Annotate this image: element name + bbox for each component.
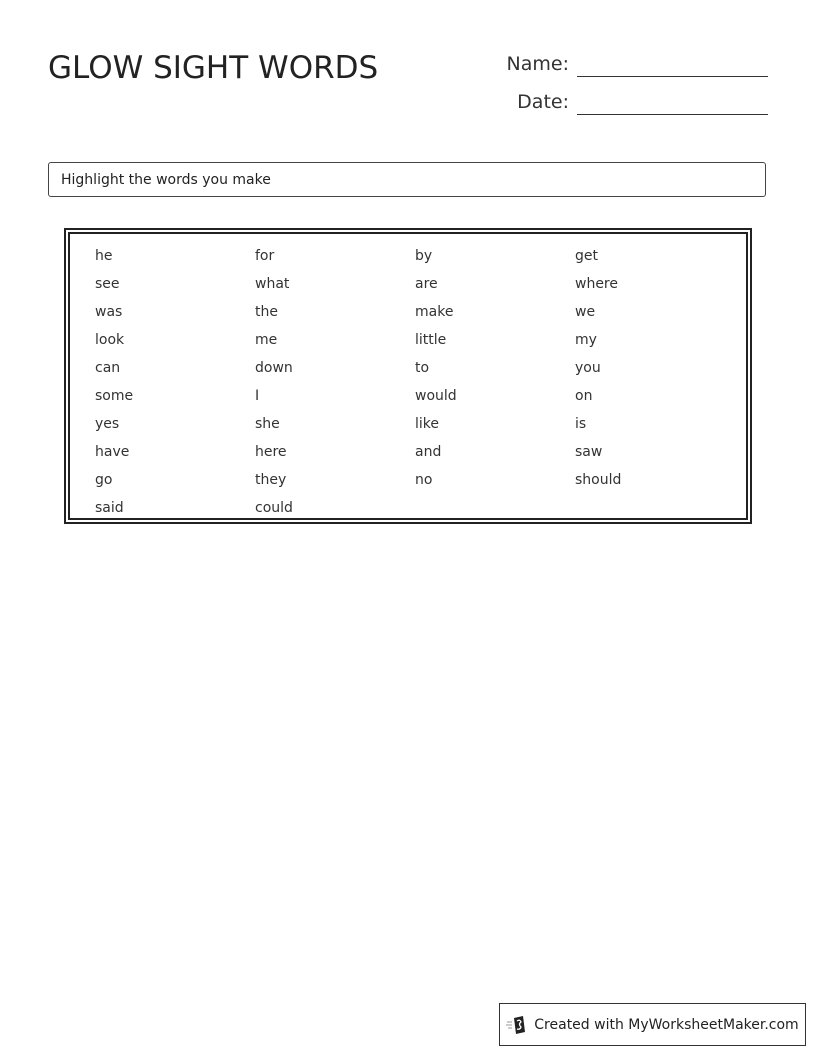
sight-word: I bbox=[255, 388, 260, 404]
footer-text: Created with MyWorksheetMaker.com bbox=[534, 1016, 799, 1033]
sight-word bbox=[415, 494, 575, 522]
sight-word: down bbox=[255, 360, 293, 376]
date-field bbox=[499, 88, 768, 115]
sight-word: saw bbox=[575, 444, 603, 460]
word-list-inner-border bbox=[68, 232, 748, 520]
sight-word: here bbox=[255, 444, 287, 460]
sight-word: you bbox=[575, 360, 601, 376]
sight-word: can bbox=[95, 360, 121, 376]
sight-word: is bbox=[575, 416, 587, 432]
sight-word: they bbox=[255, 472, 287, 488]
sight-word: said bbox=[95, 500, 124, 516]
sight-word: could bbox=[255, 500, 293, 516]
sight-word: no bbox=[415, 472, 433, 488]
sight-word: go bbox=[95, 472, 113, 488]
sight-word: some bbox=[95, 388, 134, 404]
sight-word: by bbox=[415, 248, 433, 264]
sight-word: we bbox=[575, 304, 596, 320]
sight-word: what bbox=[255, 276, 290, 292]
sight-word: was bbox=[95, 304, 123, 320]
sight-word: she bbox=[255, 416, 280, 432]
sight-word: should bbox=[575, 472, 622, 488]
sight-word: where bbox=[575, 276, 618, 292]
sight-word: he bbox=[95, 248, 113, 264]
sight-word: to bbox=[415, 360, 430, 376]
instructions-box: Highlight the words you make bbox=[48, 162, 766, 197]
sight-word: my bbox=[575, 332, 597, 348]
sight-word: have bbox=[95, 444, 130, 460]
sight-word: would bbox=[415, 388, 457, 404]
sight-word: me bbox=[255, 332, 278, 348]
sight-word: like bbox=[415, 416, 440, 432]
sight-word: yes bbox=[95, 416, 120, 432]
sight-word: little bbox=[415, 332, 447, 348]
sight-word: make bbox=[415, 304, 454, 320]
worksheet-title: GLOW SIGHT WORDS bbox=[48, 50, 379, 86]
date-blank-line[interactable] bbox=[577, 88, 768, 115]
worksheet-maker-logo-icon bbox=[506, 1014, 528, 1036]
sight-word: get bbox=[575, 248, 598, 264]
name-blank-line[interactable] bbox=[577, 50, 768, 77]
word-list-box bbox=[64, 228, 752, 524]
sight-word: and bbox=[415, 444, 442, 460]
sight-word: on bbox=[575, 388, 593, 404]
sight-word: for bbox=[255, 248, 275, 264]
name-label: Name: bbox=[506, 53, 569, 75]
sight-word: the bbox=[255, 304, 278, 320]
name-field bbox=[499, 50, 768, 77]
date-label: Date: bbox=[517, 91, 569, 113]
sight-word: are bbox=[415, 276, 438, 292]
sight-word: look bbox=[95, 332, 125, 348]
word-grid bbox=[70, 242, 746, 522]
sight-word bbox=[575, 494, 735, 522]
sight-word: see bbox=[95, 276, 120, 292]
footer-credit bbox=[499, 1003, 806, 1046]
